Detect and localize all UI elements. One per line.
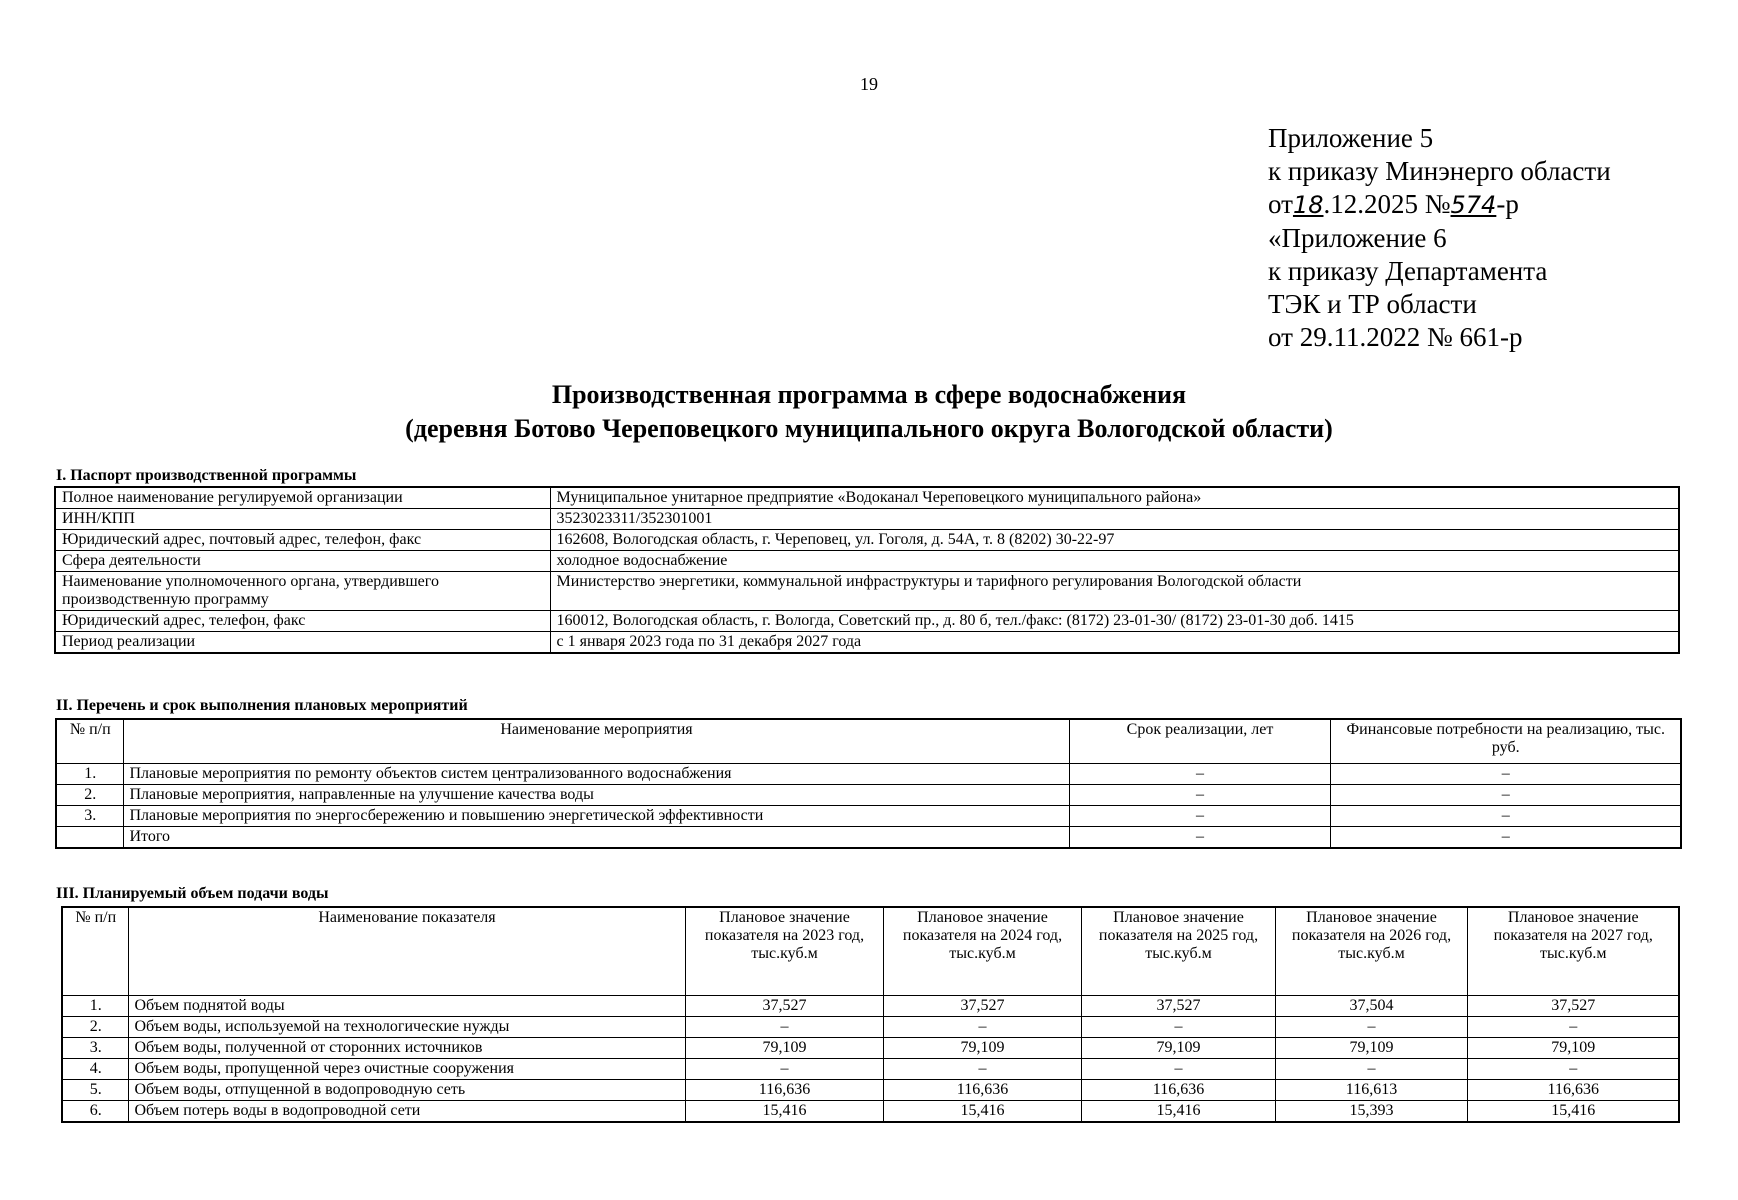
document-title	[0, 378, 1738, 446]
passport-row	[55, 572, 1679, 611]
measures-name: Плановые мероприятия, направленные на улучшение качества воды	[123, 784, 1069, 805]
annex-date-prefix: от	[1268, 189, 1293, 219]
annex-line-2: к приказу Минэнерго области	[1268, 156, 1611, 186]
measures-row	[56, 784, 1681, 805]
passport-row	[55, 611, 1679, 632]
volume-name: Объем поднятой воды	[128, 995, 685, 1016]
passport-value: 160012, Вологодская область, г. Вологда, Советский пр., д. 80 б, тел./факс: (8172) 23-01-30/ (8172) 23-01-30 доб. 1415	[550, 611, 1679, 632]
annex-date-suffix: -р	[1496, 189, 1519, 219]
volume-value-2025: –	[1081, 1058, 1275, 1079]
volume-num: 4.	[62, 1058, 128, 1079]
volume-value-2027: 79,109	[1467, 1037, 1679, 1058]
section-3-heading: III. Планируемый объем подачи воды	[56, 885, 329, 902]
volume-value-2026: –	[1275, 1058, 1467, 1079]
measures-name: Плановые мероприятия по энергосбережению и повышению энергетической эффективности	[123, 805, 1069, 826]
title-line-1: Производственная программа в сфере водоснабжения	[551, 380, 1187, 409]
annex-line-1: Приложение 5	[1268, 123, 1434, 153]
measures-term: –	[1069, 763, 1330, 784]
measures-num: 1.	[56, 763, 123, 784]
page-number: 19	[860, 74, 878, 94]
volume-value-2027: –	[1467, 1058, 1679, 1079]
volume-row	[62, 1037, 1679, 1058]
passport-row	[55, 632, 1679, 654]
volume-value-2025: 37,527	[1081, 995, 1275, 1016]
volume-num: 3.	[62, 1037, 128, 1058]
section-2-heading: II. Перечень и срок выполнения плановых мероприятий	[56, 697, 468, 714]
measures-num: 3.	[56, 805, 123, 826]
passport-table	[54, 486, 1680, 654]
volume-value-2023: 79,109	[685, 1037, 883, 1058]
volume-value-2023: 15,416	[685, 1100, 883, 1122]
measures-header-finance: Финансовые потребности на реализацию, тыс. руб.	[1330, 719, 1681, 763]
volume-name: Объем воды, полученной от сторонних источников	[128, 1037, 685, 1058]
measures-name: Итого	[123, 826, 1069, 848]
volume-value-2023: 116,636	[685, 1079, 883, 1100]
passport-row	[55, 551, 1679, 572]
handwritten-order-number: 574	[1450, 191, 1497, 219]
passport-label: Юридический адрес, телефон, факс	[55, 611, 550, 632]
annex-line-5: к приказу Департамента	[1268, 256, 1548, 286]
passport-label: Юридический адрес, почтовый адрес, телефон, факс	[55, 530, 550, 551]
water-volume-table	[61, 906, 1680, 1123]
annex-date-middle: .12.2025 №	[1323, 189, 1451, 219]
volume-name: Объем потерь воды в водопроводной сети	[128, 1100, 685, 1122]
measures-row	[56, 805, 1681, 826]
measures-term: –	[1069, 826, 1330, 848]
passport-row	[55, 509, 1679, 530]
measures-num	[56, 826, 123, 848]
volume-value-2023: 37,527	[685, 995, 883, 1016]
volume-header-2026: Плановое значение показателя на 2026 год, тыс.куб.м	[1275, 907, 1467, 995]
measures-header-name: Наименование мероприятия	[123, 719, 1069, 763]
volume-name: Объем воды, пропущенной через очистные сооружения	[128, 1058, 685, 1079]
volume-value-2025: –	[1081, 1016, 1275, 1037]
title-line-2: (деревня Ботово Череповецкого муниципального округа Вологодской области)	[405, 414, 1333, 443]
volume-row	[62, 1058, 1679, 1079]
annex-line-7: от 29.11.2022 № 661-р	[1268, 322, 1523, 352]
measures-header-term: Срок реализации, лет	[1069, 719, 1330, 763]
volume-row	[62, 1100, 1679, 1122]
measures-name: Плановые мероприятия по ремонту объектов систем централизованного водоснабжения	[123, 763, 1069, 784]
annex-block	[1268, 122, 1611, 354]
volume-value-2027: 116,636	[1467, 1079, 1679, 1100]
annex-line-4: «Приложение 6	[1268, 223, 1447, 253]
annex-line-3	[1268, 188, 1611, 222]
passport-value: Муниципальное унитарное предприятие «Водоканал Череповецкого муниципального района»	[550, 487, 1679, 509]
measures-term: –	[1069, 784, 1330, 805]
measures-header-num: № п/п	[56, 719, 123, 763]
volume-row	[62, 995, 1679, 1016]
measures-num: 2.	[56, 784, 123, 805]
measures-table	[55, 718, 1682, 849]
volume-value-2026: 15,393	[1275, 1100, 1467, 1122]
volume-header-2023: Плановое значение показателя на 2023 год, тыс.куб.м	[685, 907, 883, 995]
passport-value: 162608, Вологодская область, г. Череповец, ул. Гоголя, д. 54А, т. 8 (8202) 30-22-97	[550, 530, 1679, 551]
volume-header-name: Наименование показателя	[128, 907, 685, 995]
passport-label: ИНН/КПП	[55, 509, 550, 530]
passport-value: с 1 января 2023 года по 31 декабря 2027 года	[550, 632, 1679, 654]
volume-header-2027: Плановое значение показателя на 2027 год, тыс.куб.м	[1467, 907, 1679, 995]
passport-label: Период реализации	[55, 632, 550, 654]
volume-value-2024: 37,527	[883, 995, 1081, 1016]
volume-num: 2.	[62, 1016, 128, 1037]
passport-row	[55, 487, 1679, 509]
volume-value-2026: 37,504	[1275, 995, 1467, 1016]
volume-value-2027: –	[1467, 1016, 1679, 1037]
handwritten-day: 18	[1292, 191, 1324, 219]
volume-value-2024: 79,109	[883, 1037, 1081, 1058]
volume-row	[62, 1079, 1679, 1100]
measures-term: –	[1069, 805, 1330, 826]
volume-value-2024: 116,636	[883, 1079, 1081, 1100]
measures-row	[56, 763, 1681, 784]
passport-label: Сфера деятельности	[55, 551, 550, 572]
volume-header-num: № п/п	[62, 907, 128, 995]
volume-num: 6.	[62, 1100, 128, 1122]
measures-finance: –	[1330, 763, 1681, 784]
volume-num: 1.	[62, 995, 128, 1016]
passport-label: Наименование уполномоченного органа, утвердившего производственную программу	[55, 572, 550, 611]
volume-value-2026: 116,613	[1275, 1079, 1467, 1100]
volume-value-2025: 116,636	[1081, 1079, 1275, 1100]
passport-value: холодное водоснабжение	[550, 551, 1679, 572]
volume-value-2027: 37,527	[1467, 995, 1679, 1016]
volume-value-2026: 79,109	[1275, 1037, 1467, 1058]
annex-line-6: ТЭК и ТР области	[1268, 289, 1477, 319]
volume-num: 5.	[62, 1079, 128, 1100]
measures-finance: –	[1330, 805, 1681, 826]
volume-name: Объем воды, используемой на технологические нужды	[128, 1016, 685, 1037]
passport-value: Министерство энергетики, коммунальной инфраструктуры и тарифного регулирования Вологодской области	[550, 572, 1679, 611]
measures-row	[56, 826, 1681, 848]
passport-row	[55, 530, 1679, 551]
volume-value-2026: –	[1275, 1016, 1467, 1037]
volume-value-2025: 79,109	[1081, 1037, 1275, 1058]
volume-value-2024: –	[883, 1058, 1081, 1079]
measures-finance: –	[1330, 826, 1681, 848]
volume-header-2025: Плановое значение показателя на 2025 год, тыс.куб.м	[1081, 907, 1275, 995]
volume-value-2027: 15,416	[1467, 1100, 1679, 1122]
passport-label: Полное наименование регулируемой организации	[55, 487, 550, 509]
volume-value-2023: –	[685, 1016, 883, 1037]
volume-value-2024: –	[883, 1016, 1081, 1037]
volume-value-2025: 15,416	[1081, 1100, 1275, 1122]
volume-value-2024: 15,416	[883, 1100, 1081, 1122]
volume-name: Объем воды, отпущенной в водопроводную сеть	[128, 1079, 685, 1100]
section-1-heading: I. Паспорт производственной программы	[56, 467, 357, 484]
volume-value-2023: –	[685, 1058, 883, 1079]
measures-finance: –	[1330, 784, 1681, 805]
volume-row	[62, 1016, 1679, 1037]
passport-value: 3523023311/352301001	[550, 509, 1679, 530]
volume-header-2024: Плановое значение показателя на 2024 год, тыс.куб.м	[883, 907, 1081, 995]
